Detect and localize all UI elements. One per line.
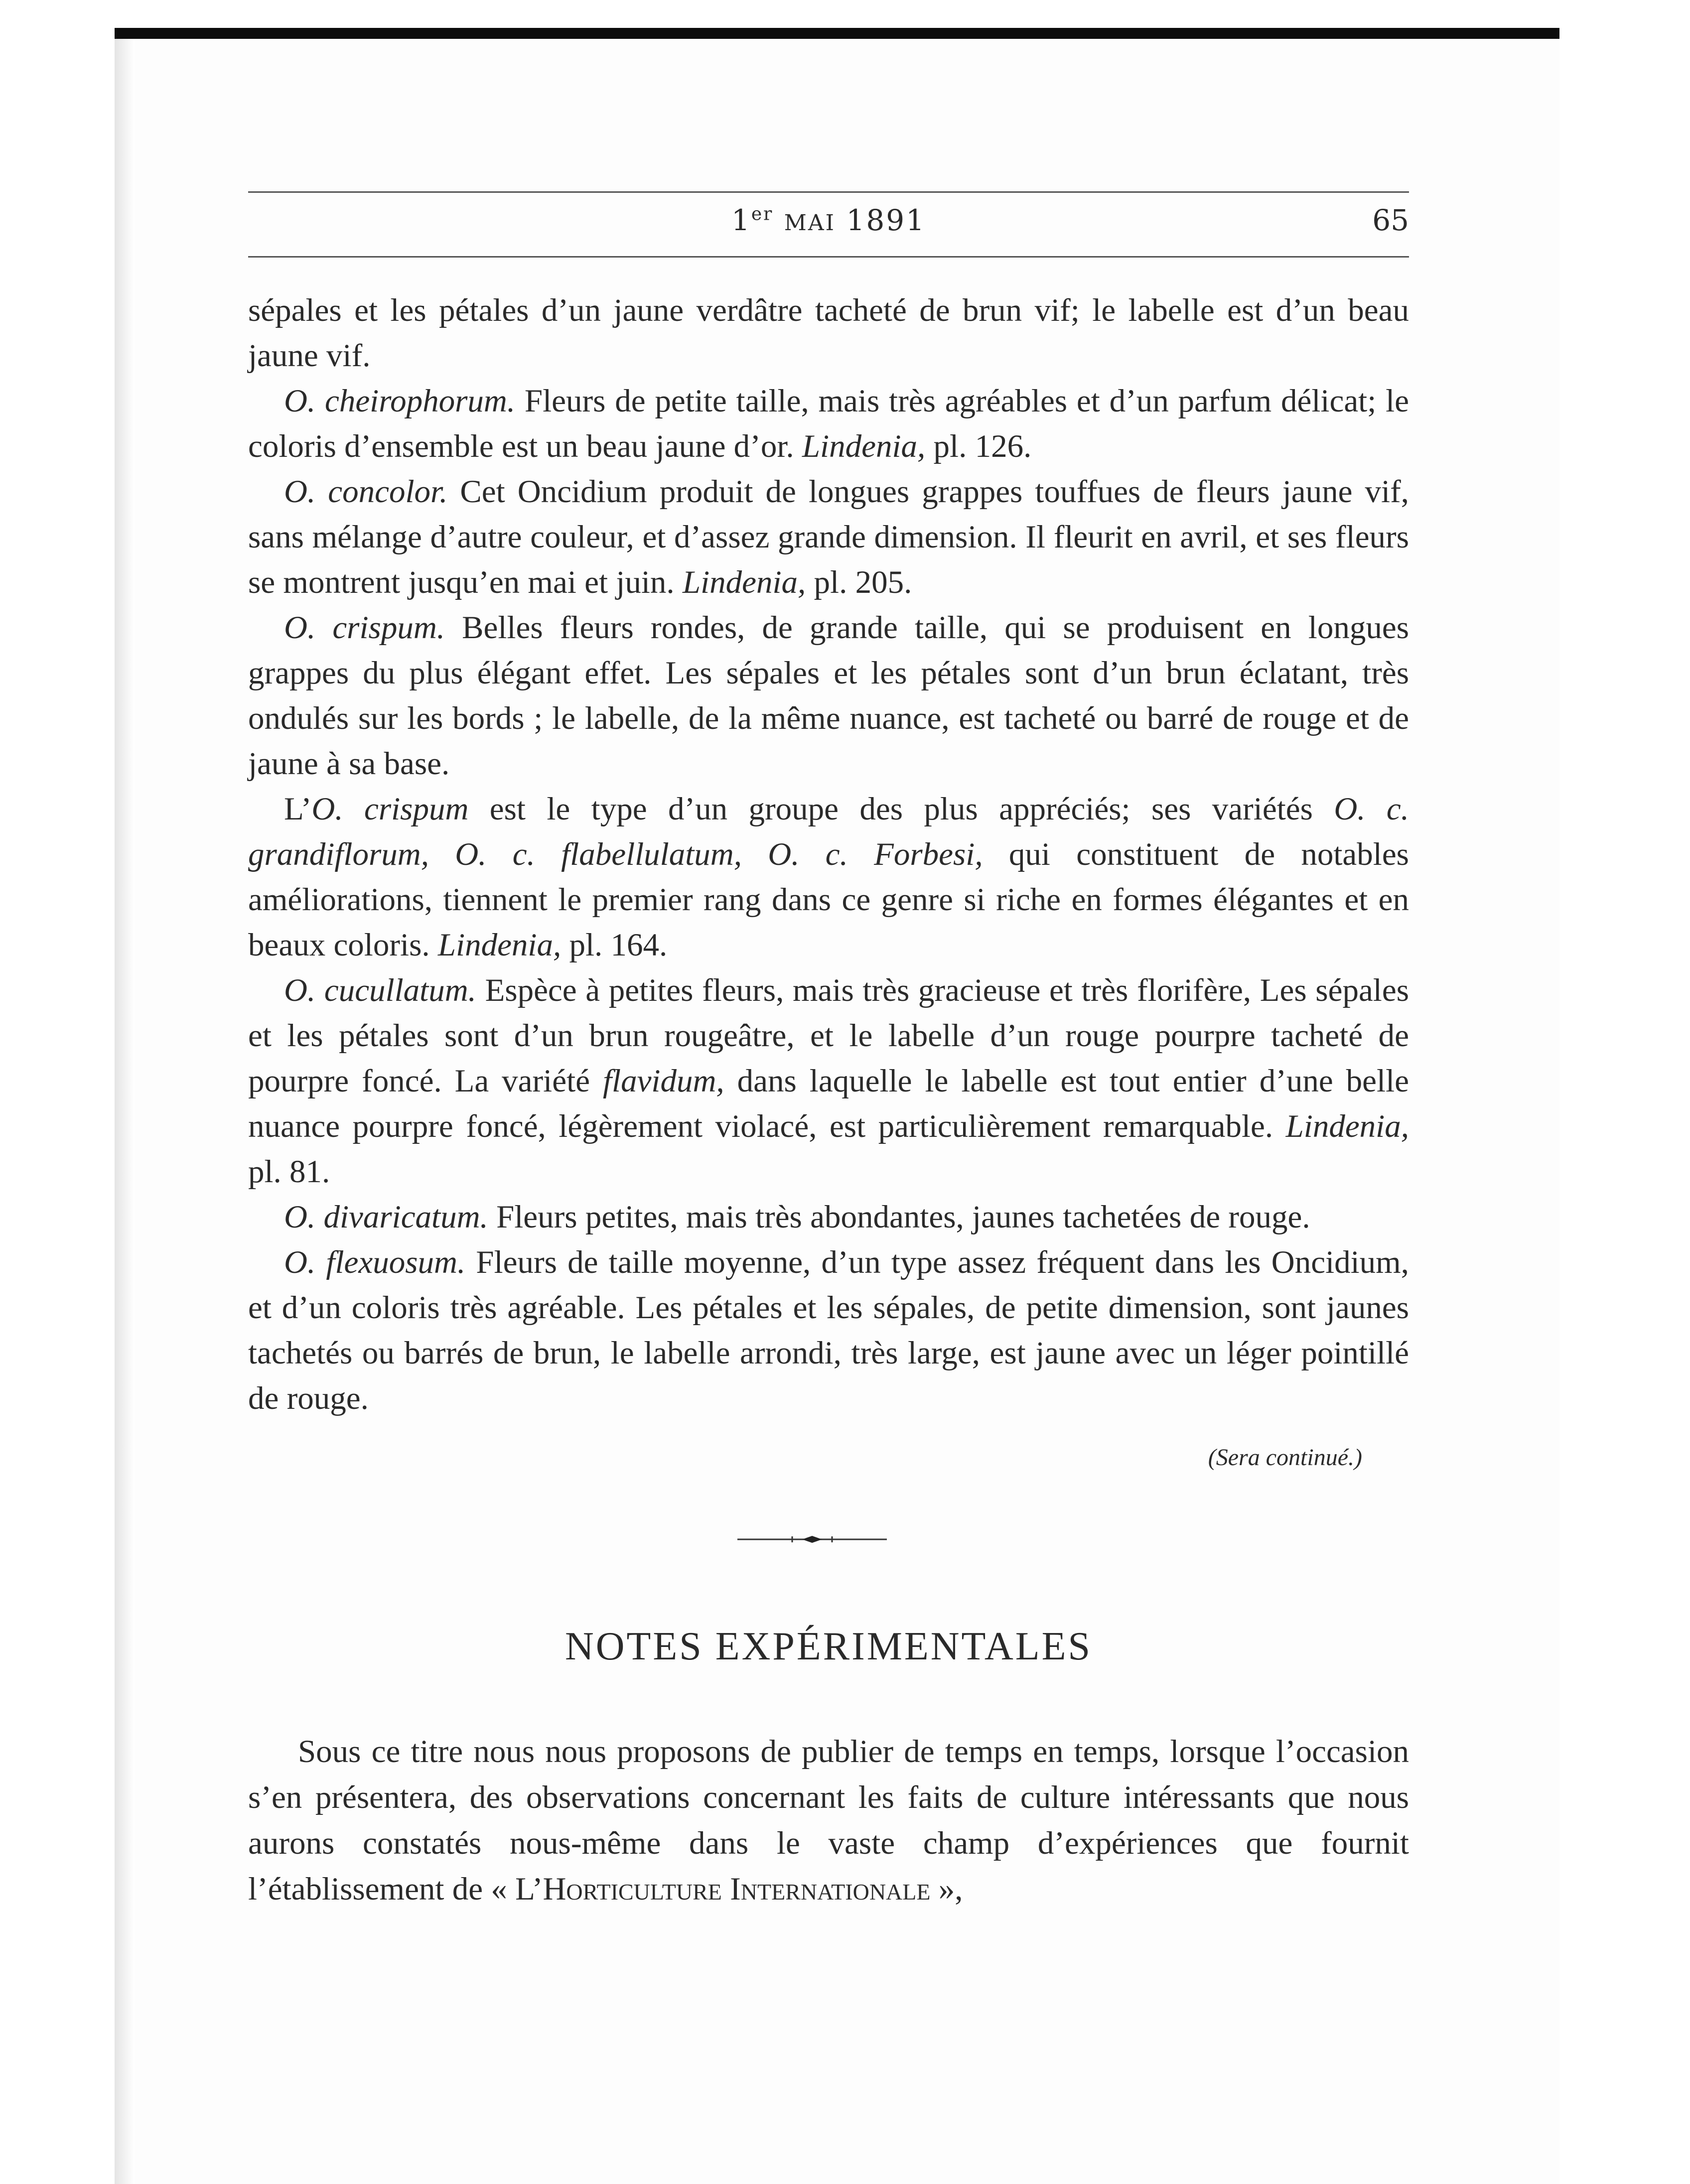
species-name: O. crispum: [311, 791, 469, 827]
paragraph-flexuosum: [248, 1240, 1409, 1421]
variety-name: flavidum,: [602, 1063, 724, 1099]
paragraph-text: Belles fleurs rondes, de grande taille, qui se produisent en longues grappes du plus élégant effet. Les sépales et les pétales sont d’un brun éclatant, très ondulés sur les bords ; le labelle, de la même nuance, est tacheté ou barré de rouge et de jaune à sa base.: [248, 610, 1409, 782]
reference-plate: pl. 205.: [806, 564, 912, 600]
species-name: O. cheirophorum.: [284, 383, 516, 419]
species-name: O. cucullatum.: [284, 972, 476, 1008]
paragraph-text: qui constituent de notables améliorations, tiennent le premier rang dans ce genre si riche en formes élégantes et en beaux coloris.: [248, 836, 1409, 963]
paragraph: [248, 288, 1409, 379]
paragraph-concolor: [248, 469, 1409, 605]
paragraph-text: sépales et les pétales d’un jaune verdâtre tacheté de brun vif; le labelle est d’un beau jaune vif.: [248, 292, 1409, 374]
species-name: O. flexuosum.: [284, 1244, 466, 1280]
paragraph-text: est le type d’un groupe des plus appréciés; ses variétés: [468, 791, 1334, 827]
reference: Lindenia,: [437, 927, 562, 963]
header-rule-bottom: [248, 256, 1409, 258]
paragraph-text: L’: [284, 791, 312, 827]
reference-plate: pl. 126.: [925, 428, 1032, 464]
paragraph-divaricatum: [248, 1195, 1409, 1240]
header-date: [248, 203, 1409, 237]
paragraph-crispum: [248, 605, 1409, 787]
paragraph-text: Fleurs petites, mais très abondantes, jaunes tachetées de rouge.: [488, 1199, 1310, 1235]
paragraph: [248, 1729, 1409, 1912]
ornament-divider: [737, 1534, 887, 1544]
paragraph-cheirophorum: [248, 379, 1409, 469]
continued-note: (Sera continué.): [1208, 1444, 1362, 1471]
reference: Lindenia,: [682, 564, 806, 600]
date-year: 1891: [846, 203, 926, 237]
variety-names: O. c. grandiflorum, O. c. flabellulatum, O. c. Forbesi,: [248, 791, 1409, 872]
paragraph-text: »,: [930, 1871, 963, 1907]
reference-plate: pl. 164.: [561, 927, 668, 963]
paragraph-cucullatum: [248, 968, 1409, 1195]
scan-top-bar: [115, 28, 1559, 39]
reference: Lindenia,: [802, 428, 926, 464]
running-head: [248, 199, 1409, 249]
organization-name: L’Horticulture Internationale: [515, 1871, 931, 1907]
paragraph-text: Fleurs de petite taille, mais très agréables et d’un parfum délicat; le coloris d’ensemble est un beau jaune d’or.: [248, 383, 1409, 464]
body-text: [248, 288, 1409, 1421]
scan-left-shadow: [115, 39, 135, 2184]
reference-plate: pl. 81.: [248, 1154, 330, 1190]
intro-text: [248, 1729, 1409, 1912]
page-number: 65: [1372, 203, 1409, 237]
paragraph-text: Fleurs de taille moyenne, d’un type assez fréquent dans les Oncidium, et d’un coloris très agréable. Les pétales et les sépales, de petite dimension, sont jaunes tachetés ou barrés de brun, le labelle arrondi, très large, est jaune avec un léger pointillé de rouge.: [248, 1244, 1409, 1416]
header-rule-top: [248, 191, 1409, 193]
paragraph-text: dans laquelle le labelle est tout entier d’une belle nuance pourpre foncé, légèrement violacé, est particulièrement remarquable.: [248, 1063, 1409, 1144]
paragraph-text: Espèce à petites fleurs, mais très gracieuse et très florifère, Les sépales et les pétales sont d’un brun rougeâtre, et le labelle d’un rouge pourpre tacheté de pourpre foncé. La variété: [248, 972, 1409, 1099]
paragraph-text: Cet Oncidium produit de longues grappes touffues de fleurs jaune vif, sans mélange d’autre couleur, et d’assez grande dimension. Il fleurit en avril, et ses fleurs se montrent jusqu’en mai et juin.: [248, 474, 1409, 600]
species-name: O. concolor.: [284, 474, 448, 510]
paragraph-text: Sous ce titre nous nous proposons de publier de temps en temps, lorsque l’occasion s’en présentera, des observations concernant les faits de culture intéressants que nous aurons constatés nous-même dans le vaste champ d’expériences que fournit l’établissement de «: [248, 1734, 1409, 1907]
species-name: O. divaricatum.: [284, 1199, 488, 1235]
species-name: O. crispum.: [284, 610, 445, 646]
date-day: 1: [731, 203, 751, 237]
paragraph-crispum-varieties: [248, 787, 1409, 968]
reference: Lindenia,: [1285, 1108, 1409, 1144]
section-title: NOTES EXPÉRIMENTALES: [564, 1625, 1092, 1668]
date-month: MAI: [784, 210, 836, 236]
date-sup: er: [751, 204, 774, 225]
